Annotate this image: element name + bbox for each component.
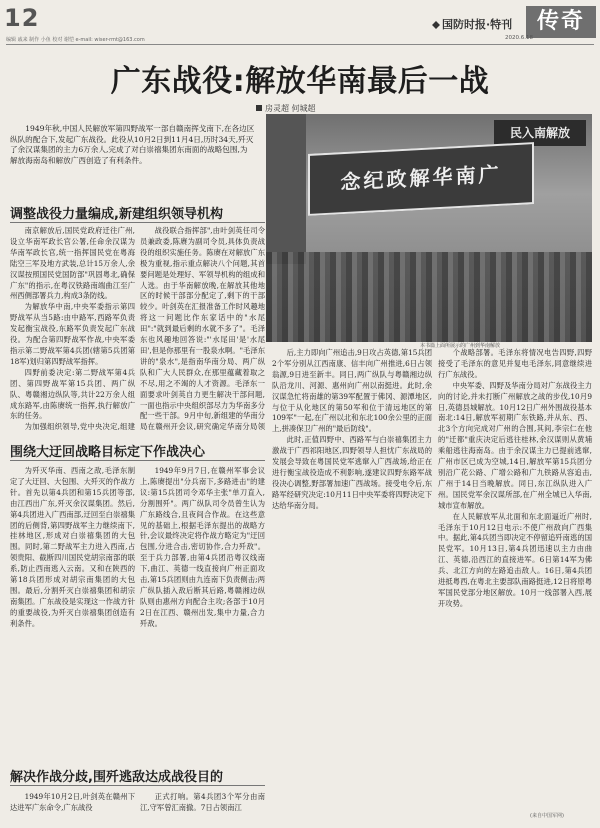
- paragraph: 此时,正值四野中、西路军与白崇禧集团主力激战于广西祁阳地区,四野领导人担忧广东战局的发展会导致在粤国民党军逃窜入广西战场,给正在进行衡宝战役造成不利影响,遂建议四野东路军战役决心调整,野部署加速广西战场。接受电令后,东路军经研究决定:10月11日中央军委将四野决定下达给华南分局。: [272, 435, 432, 510]
- article-title: 广东战役:解放华南最后一战: [110, 64, 490, 99]
- section1-column2: [140, 226, 265, 431]
- photo-caption: 本书篇上面所展示的广州到华南解放: [420, 343, 501, 349]
- photo-crowd: [266, 252, 592, 342]
- paragraph: 1949年9月7日,在赣州军事会议上,陈赓提出"分兵南下,多路进击"的建议:第15兵团司令邓华主张"单刀直入,分割围歼"。两广纵队司令员曾生认为广东路线合,且夜间合作战。在这些意见的基础上,根据毛泽东提出的战略方针,会议最终决定将作战方略定为"迂回包围,分进合击,密切协作,合力歼敌"。至于兵力部署,由第4兵团沿粤汉线南下,曲江、英德一线直接向广州正面攻击,第15兵团则由九连南下负责侧击;两广纵队插入敌后断其后路,粤赣湘边纵队则由惠州方向配合主攻;各部于10月2日在江西、赣州出发,集中力量,合力歼敌。: [140, 466, 265, 628]
- byline-text: 房灵超 何城超: [265, 104, 316, 113]
- section2-column1: [10, 466, 135, 676]
- paragraph: 四野前委决定:第二野战军第4兵团、第四野战军第15兵团、两广纵队、粤赣湘边纵队等,共计22万余人组成东路军,由陈赓统一指挥,执行解放广东的任务。: [10, 367, 135, 421]
- byline: [256, 103, 316, 114]
- photo-banner: 念纪政解华南广: [308, 142, 534, 216]
- section1-column4: [438, 348, 592, 808]
- section3-column2: [140, 792, 265, 824]
- paragraph: 在人民解放军从北面和东北面逼近广州时,毛泽东于10月12日电示:不使广州敌向广西集中。据此,第4兵团当即决定不停留追歼南逃的国民党军。10月13日,第4兵团迅速以主力由曲江、英德,沿西江的直接进军。6日第14军为佛兵、北江方向的左路追击敌人。16日,第4兵团进抵粤西,在粤北主要部队南路挺进,12日将原粤军国民党部分地区解放。10月一线部署入西,展开攻势。: [438, 511, 592, 608]
- section-heading-1: 调整战役力量编成,新建组织领导机构: [10, 207, 223, 222]
- section1-column1: [10, 226, 135, 431]
- paragraph: 南京解放后,国民党政府迁往广州,设立华南军政长官公署,任命余汉谋为华南军政长官,统一指挥国民党在粤海陆空三军及地方武装,总计15万余人,余汉谋按照国民党国防部"巩固粤北,确保广东"的指示,在粤汉铁路南端曲江至广州西侧部署兵力,构成3条防线。: [10, 226, 135, 301]
- section1-column3: [272, 348, 432, 808]
- paragraph: 为歼灭华南、西南之敌,毛泽东制定了大迂回、大包围、大歼灭的作战方针。首先以第4兵团和第15兵团等部,由江西出广东,歼灭余汉谋集团。然后,第4兵团进入广西南部,迂回至白崇禧集团的后侧背,第四野战军主力继续南下,挂林地区,形成对白崇禧集团的大包围。同时,第二野战军主力进入西南,占领贵阳、截断四川国民党胡宗南部的联系,防止西南逃入云南。又和在陕西的第18兵团形成对胡宗南集团的大包围。最后,分割歼灭白崇禧集团和胡宗南集团。广东战役是实现这一作战方针的重要战役,为歼灭白崇禧集团创造有利条件。: [10, 466, 135, 628]
- historical-photo: [266, 114, 592, 342]
- photo-banner-small: 民入南解放: [494, 120, 586, 146]
- diamond-icon: [432, 21, 440, 29]
- issue-date: 2020.6.18: [505, 35, 533, 41]
- lead-paragraph: 1949年秋,中国人民解放军第四野战军一部自赣南挥戈南下,在各边区纵队的配合下,发起广东战役。此役从10月2日到11月4日,历时34天,歼灭了余汉谋集团的主力6万余人,完成了对白崇禧集团东南面的战略包围,为解放海南岛和解放广西创造了有利条件。: [10, 124, 255, 165]
- page-number: 12: [4, 4, 40, 32]
- section-heading-2: 围绕大迂回战略目标定下作战决心: [10, 445, 206, 460]
- section3-column1: [10, 792, 135, 824]
- section-rule-3: [10, 785, 265, 786]
- section-rule-1: [10, 222, 265, 223]
- paragraph: 为解放华中南,中央军委指示第四野战军从当5路:由中路军,西路军负责发起衡宝战役,东路军负责发起广东战役。为配合第四野战军作战,中央军委指示第二野战军第4兵团(辖第5兵团第18军)划归第四野战军指挥。: [10, 302, 135, 366]
- paragraph: 战役联合指挥部",由叶剑英任司令员兼政委,陈赓为副司令员,具体负责战役的组织实施任务。陈赓在对解放广东极为重视,指示重点解决八个问题,其首要问题是处理好、军领导机构的组成和人选。由于华南解放晚,在解放其他地区的时候干部部分配定了,剩下的干部较少。叶剑英在汇报准备工作时风趣地将这一问题比作东家话中的"水尾田":"就到最后剩的水就不多了"。毛泽东也风趣地回答说:"'水尾田'是'水尾田',但是你那里有一股泉水啊。"毛泽东讲的"泉水",是指南华南分局、两广纵队和广大人民群众,在那里蕴藏着取之不尽,用之不竭的人才资源。毛泽东一面要求叶剑英自力更生解决干部问题,一面也指示中央组织部尽力为华南多分配一些干部。9月中旬,新组建的华南分局在赣州开会议,研究确定华南分局领: [140, 226, 265, 431]
- paragraph: 为加强组织领导,党中央决定,组建: [24, 422, 135, 431]
- section-rule-2: [10, 460, 265, 461]
- section-heading-3: 解决作战分歧,围歼逃敌达成战役目的: [10, 770, 223, 785]
- section-name: [432, 16, 512, 32]
- paragraph: 1949年10月2日,叶剑英在赣州下达进军广东命令,广东战役: [10, 792, 135, 812]
- editors-line: 编辑 戚来 制作 小鱼 校对 谢恺 e-mail: wiser-rmt@163.com: [6, 37, 145, 43]
- paragraph: 正式打响。第4兵团3个军分由南江,守军曾汇南撤。7日占领南江: [140, 792, 265, 812]
- header-rule: [6, 44, 594, 45]
- square-icon: [256, 105, 262, 111]
- source-note: (来自中国军网): [530, 813, 564, 819]
- section-name-text: 国防时报·特刊: [442, 18, 513, 31]
- paragraph: 后,主力即向广州追击,9日攻占英德,第15兵团2个军分别从江西南康、信丰向广州推进,6日占领翁源,9日进至新丰。同日,两广纵队与粤赣湘边纵队沿龙川、河源、惠州向广州以南挺进。此时,余汉谋急忙将南雄的第39军配置于佛冈、源潭地区,与位于从化地区的第50军和位于清远地区的第109军"一起,在广州以北和东北100余公里的正面上,拼凑保卫广州的"最后防线"。: [272, 348, 432, 434]
- paragraph: 中央军委、四野及华南分局对广东战役主力向的讨论,并未打断广州解放之战的步伐,10月9日,英德县城解放。10月12日广州外围战役基本南北:14日,解放军初期广东铁路,并从东、西、北3个方向完成对广州的合围,其间,李宗仁在他的"迁都"重庆决定后逃往桂林,余汉谋则从黄埔乘船逃往海南岛。由于余汉谋主力已提前逃窜,广州市区已成为空城,14日,解放军第15兵团分别沿广花公路、广增公路和广九铁路从容追击,广州于14日当晚解放。同日,东江纵队进入广州。国民党军余汉谋所部,在广州全城已入华南,城市宣布解放。: [438, 380, 592, 510]
- photo-building: [266, 114, 306, 264]
- section-badge: 传奇: [526, 6, 596, 38]
- paragraph: 个战略部署。毛泽东将情况电告四野,四野接受了毛泽东的意见并复电毛泽东,同意继续进行广东战役。: [438, 348, 592, 379]
- section2-column2: [140, 466, 265, 676]
